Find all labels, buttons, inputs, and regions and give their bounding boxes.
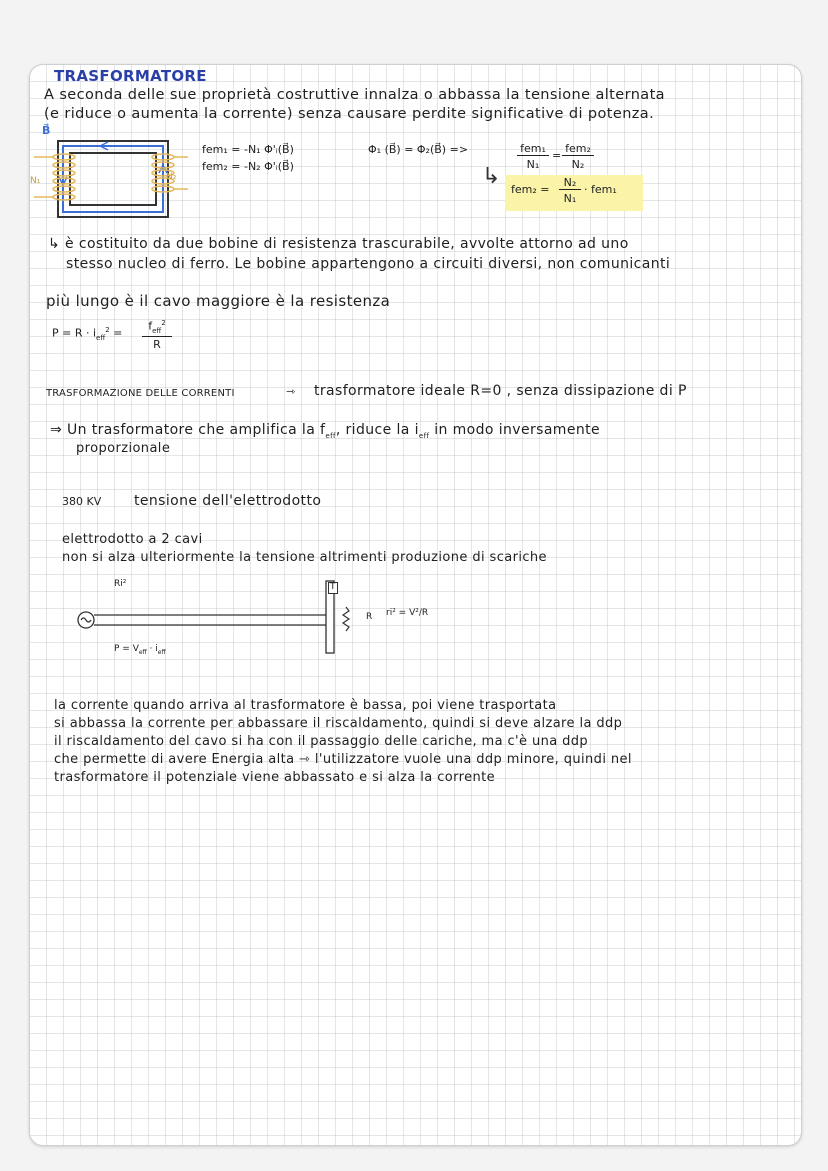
implies-arrow-icon: ↳ [482,164,501,189]
formula-left-sub: eff [96,333,106,342]
currents-line-2a: ⇒ Un trasformatore che amplifica la f [50,422,326,438]
p-sub-1: eff [138,648,147,656]
currents-line-2a-sub: eff [325,431,336,440]
resistor-power-eq: ri² = V²/R [386,608,429,618]
currents-line-2 [50,423,600,440]
currents-line-3: proporzionale [76,441,171,456]
result-suffix: · fem₁ [584,183,617,196]
desc-line-2: stesso nucleo di ferro. Le bobine appartengono a circuiti diversi, non comunicanti [66,256,671,272]
result-prefix: fem₂ = [511,183,550,196]
fem2-equation: fem₂ = -N₂ Φ'ᵢ(B⃗) [202,160,294,173]
currents-line-2b-sub: eff [418,431,430,440]
p-sub-2: eff [157,648,166,656]
conclusion-line-1: la corrente quando arriva al trasformatore è bassa, poi viene trasportata [54,698,557,713]
page-title: TRASFORMATORE [54,67,207,85]
formula-left: P = R · i [52,326,97,340]
result-num: N₂ [559,177,581,190]
intro-line-1: A seconda delle sue proprietà costruttive innalza o abbassa la tensione alternata [44,87,665,103]
formula-numerator [142,320,172,337]
ratio-num-2: fem₂ [562,143,594,156]
result-den: N₁ [563,192,577,205]
notebook-page [29,64,802,1146]
formula-left-sup: 2 [105,326,110,334]
power-formula [52,327,122,343]
formula-num-sub: eff [152,326,162,335]
intro-line-2: (e riduce o aumenta la corrente) senza causare perdite significative di potenza. [44,106,655,122]
currents-line-2c: in modo inversamente [434,422,601,438]
conclusion-line-5: trasformatore il potenziale viene abbassato e si alza la corrente [54,770,496,785]
n2-label: N₂ [166,172,177,182]
ratio-den-2: N₂ [571,158,585,171]
ri2-label: Ri² [114,579,127,589]
voltage-value: 380 KV [62,495,102,508]
elettrodotto-line-2: non si alza ulteriormente la tensione altrimenti produzione di scariche [62,550,547,565]
currents-line-2b: , riduce la i [335,422,419,438]
elettrodotto-line-1: elettrodotto a 2 cavi [62,532,203,547]
resistor-r-label: R [366,612,373,622]
ratio-den-1: N₁ [526,158,540,171]
desc-line-1: ↳ è costituito da due bobine di resistenza trascurabile, avvolte attorno ad uno [48,236,629,252]
formula-num-sup: 2 [161,319,166,327]
formula-equals: = [113,326,123,340]
voltage-label: tensione dell'elettrodotto [134,493,322,509]
currents-arrow-icon: ⇾ [286,385,296,398]
conclusion-line-4: che permette di avere Energia alta ⇾ l'utilizzatore vuole una ddp minore, quindi nel [54,752,632,767]
p-mid: · i [146,644,158,654]
ratio-num-1: fem₁ [517,143,549,156]
transformer-t-label: T [330,582,336,592]
highlighted-result [505,175,643,211]
p-label: P = V [114,644,139,654]
flux-equality: Φ₁ (B⃗) = Φ₂(B⃗) => [368,143,469,156]
conclusion-line-2: si abbassa la corrente per abbassare il riscaldamento, quindi si deve alzare la ddp [54,716,623,731]
cable-resistance-text: più lungo è il cavo maggiore è la resistenza [46,292,391,310]
currents-heading: TRASFORMAZIONE DELLE CORRENTI [46,388,235,399]
b-field-label: B⃗ [42,124,51,137]
formula-num: f [148,319,153,333]
conclusion-line-3: il riscaldamento del cavo si ha con il passaggio delle cariche, ma c'è una ddp [54,734,589,749]
circuit-power-label [114,645,166,656]
currents-rest: trasformatore ideale R=0 , senza dissipazione di P [314,383,687,399]
n1-label: N₁ [30,176,41,186]
fem1-equation: fem₁ = -N₁ Φ'ᵢ(B⃗) [202,143,294,156]
ratio-equals: = [552,149,562,162]
formula-denominator: R [153,338,161,351]
